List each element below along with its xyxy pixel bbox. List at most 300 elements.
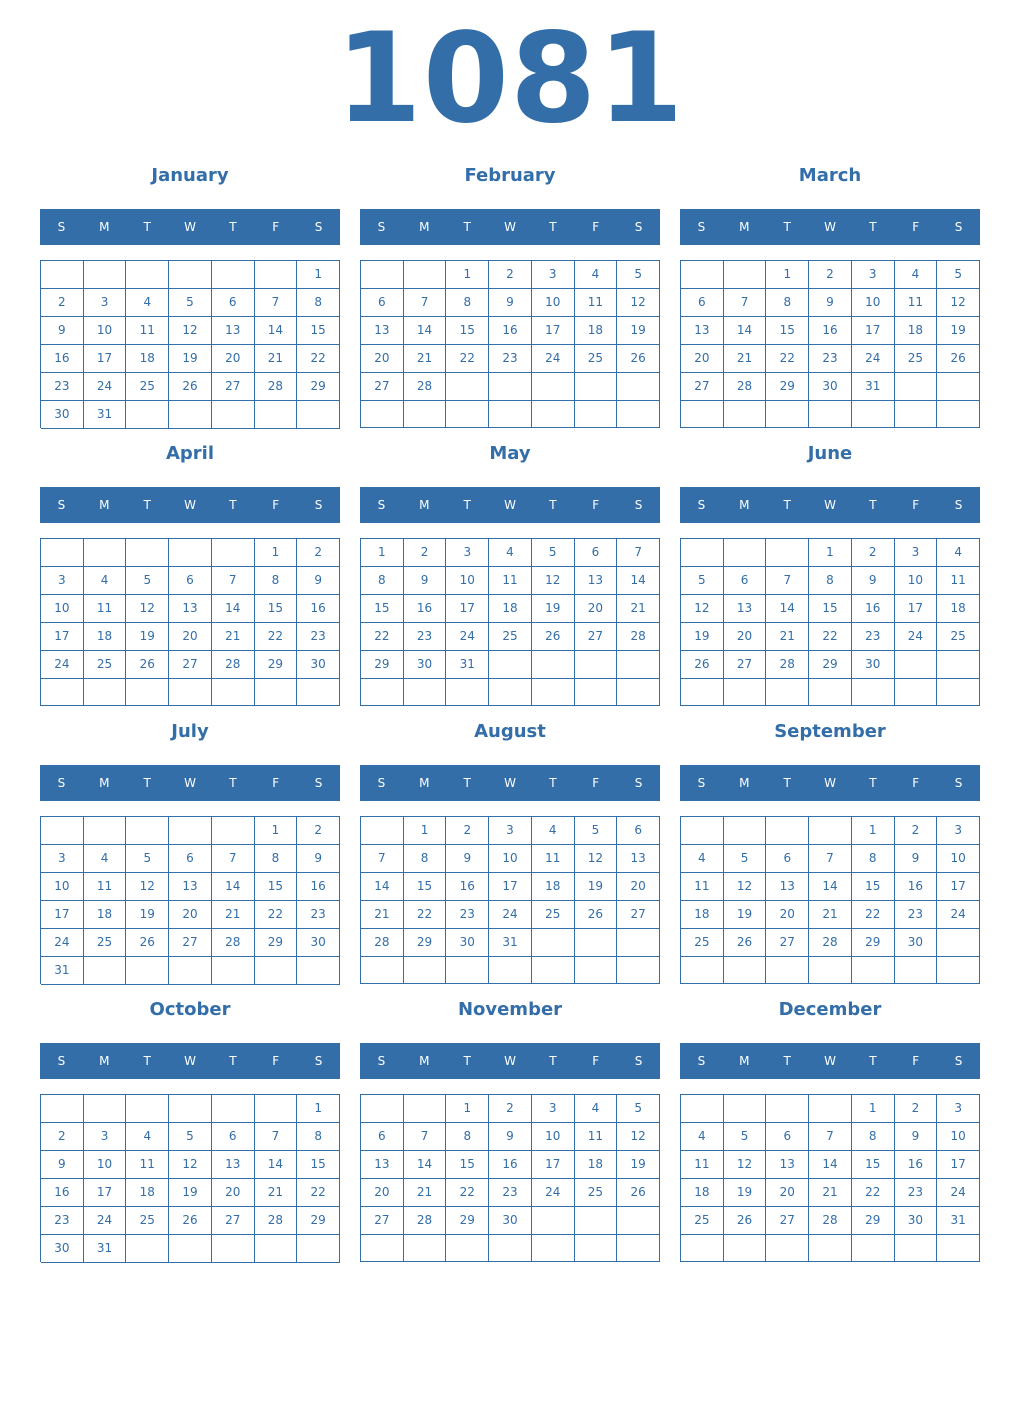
day-cell: 16 [852,595,895,623]
day-cell: 2 [489,261,532,289]
empty-day-cell [724,261,767,289]
day-cell: 25 [937,623,980,651]
empty-day-cell [404,261,447,289]
day-cell: 22 [255,901,298,929]
day-cell: 12 [617,289,660,317]
day-cell: 23 [489,1179,532,1207]
month-november [360,998,660,1268]
day-cell: 18 [681,901,724,929]
weekday-label: T [229,1054,237,1068]
month-name: March [798,165,862,186]
weekday-label: F [272,1054,280,1068]
day-cell: 10 [446,567,489,595]
empty-day-cell [809,1235,852,1262]
empty-day-cell [361,401,404,428]
day-cell: 15 [404,873,447,901]
day-cell: 13 [361,1151,404,1179]
empty-day-cell [617,929,660,957]
empty-day-cell [489,373,532,401]
day-cell: 12 [617,1123,660,1151]
day-cell: 20 [766,1179,809,1207]
day-cell: 10 [84,1151,127,1179]
day-cell: 30 [895,929,938,957]
empty-day-cell [532,1235,575,1262]
day-grid [40,1094,340,1262]
empty-day-cell [255,957,298,985]
weekday-label: S [57,220,66,234]
day-cell: 9 [809,289,852,317]
day-cell: 13 [766,1151,809,1179]
day-cell: 24 [852,345,895,373]
day-cell: 26 [126,651,169,679]
day-cell: 9 [41,317,84,345]
weekday-label: S [377,220,386,234]
day-cell: 1 [297,261,340,289]
day-cell: 7 [766,567,809,595]
day-cell: 14 [361,873,404,901]
day-cell: 11 [575,289,618,317]
day-cell: 24 [937,901,980,929]
day-cell: 17 [937,873,980,901]
day-cell: 14 [255,317,298,345]
day-cell: 21 [255,1179,298,1207]
day-cell: 19 [617,317,660,345]
day-cell: 31 [937,1207,980,1235]
day-cell: 20 [575,595,618,623]
day-cell: 30 [297,651,340,679]
day-cell: 26 [617,1179,660,1207]
month-march [680,164,980,434]
day-cell: 11 [84,873,127,901]
day-cell: 17 [41,901,84,929]
empty-day-cell [895,1235,938,1262]
day-cell: 22 [404,901,447,929]
weekday-label: F [272,498,280,512]
day-cell: 18 [126,1179,169,1207]
weekday-label: T [869,220,877,234]
day-cell: 2 [41,1123,84,1151]
day-cell: 6 [766,845,809,873]
empty-day-cell [361,261,404,289]
day-cell: 5 [724,1123,767,1151]
day-cell: 30 [41,401,84,429]
empty-day-cell [575,679,618,706]
empty-day-cell [724,957,767,984]
day-cell: 28 [404,1207,447,1235]
day-cell: 19 [169,345,212,373]
day-cell: 21 [404,345,447,373]
day-cell: 21 [212,623,255,651]
empty-day-cell [297,401,340,429]
day-cell: 14 [212,873,255,901]
day-cell: 4 [895,261,938,289]
day-cell: 14 [404,317,447,345]
day-cell: 5 [169,289,212,317]
weekday-label: F [592,1054,600,1068]
weekday-label: F [272,220,280,234]
day-cell: 27 [361,1207,404,1235]
day-cell: 16 [895,873,938,901]
weekday-header [360,209,660,245]
day-cell: 25 [681,1207,724,1235]
day-cell: 12 [724,1151,767,1179]
day-cell: 28 [255,373,298,401]
day-cell: 30 [41,1235,84,1263]
weekday-label: S [954,498,963,512]
weekday-label: F [592,776,600,790]
weekday-label: S [634,776,643,790]
day-cell: 16 [41,345,84,373]
month-june [680,442,980,712]
day-cell: 9 [895,845,938,873]
empty-day-cell [809,679,852,706]
day-cell: 1 [809,539,852,567]
empty-day-cell [617,401,660,428]
day-cell: 19 [126,901,169,929]
day-cell: 20 [169,901,212,929]
empty-day-cell [724,401,767,428]
weekday-label: M [419,498,430,512]
month-october [40,998,340,1268]
day-cell: 18 [489,595,532,623]
empty-day-cell [937,373,980,401]
day-cell: 3 [532,261,575,289]
empty-day-cell [937,1235,980,1262]
day-cell: 14 [617,567,660,595]
day-cell: 16 [41,1179,84,1207]
day-cell: 25 [489,623,532,651]
empty-day-cell [895,651,938,679]
empty-day-cell [724,1095,767,1123]
weekday-header [40,765,340,801]
day-cell: 13 [212,1151,255,1179]
day-cell: 21 [361,901,404,929]
day-cell: 27 [681,373,724,401]
day-cell: 3 [446,539,489,567]
month-name: January [151,165,229,186]
month-name: December [778,999,882,1020]
day-cell: 29 [852,1207,895,1235]
day-cell: 18 [681,1179,724,1207]
empty-day-cell [575,651,618,679]
empty-day-cell [724,539,767,567]
day-cell: 27 [169,651,212,679]
day-cell: 1 [404,817,447,845]
weekday-label: M [419,1054,430,1068]
weekday-label: S [314,776,323,790]
empty-day-cell [255,261,298,289]
empty-day-cell [532,679,575,706]
day-cell: 27 [361,373,404,401]
weekday-label: S [314,498,323,512]
day-cell: 29 [404,929,447,957]
empty-day-cell [169,1095,212,1123]
weekday-label: T [783,220,791,234]
day-cell: 18 [937,595,980,623]
day-cell: 8 [852,845,895,873]
weekday-label: W [504,498,516,512]
day-cell: 19 [724,1179,767,1207]
day-cell: 8 [446,289,489,317]
weekday-label: S [314,1054,323,1068]
day-cell: 2 [297,539,340,567]
empty-day-cell [446,373,489,401]
weekday-label: S [377,1054,386,1068]
empty-day-cell [126,679,169,706]
day-cell: 25 [532,901,575,929]
empty-day-cell [681,261,724,289]
day-cell: 11 [532,845,575,873]
day-cell: 15 [446,1151,489,1179]
day-cell: 31 [84,1235,127,1263]
day-cell: 6 [361,1123,404,1151]
day-cell: 24 [532,1179,575,1207]
day-cell: 27 [724,651,767,679]
day-cell: 30 [297,929,340,957]
day-cell: 4 [489,539,532,567]
day-cell: 14 [255,1151,298,1179]
empty-day-cell [255,1095,298,1123]
day-cell: 3 [489,817,532,845]
day-grid [680,260,980,428]
weekday-header [360,487,660,523]
day-cell: 23 [446,901,489,929]
day-cell: 15 [297,317,340,345]
empty-day-cell [169,957,212,985]
day-cell: 2 [489,1095,532,1123]
empty-day-cell [169,261,212,289]
month-name: July [171,721,209,742]
day-cell: 5 [681,567,724,595]
day-cell: 12 [724,873,767,901]
empty-day-cell [532,401,575,428]
day-cell: 4 [575,261,618,289]
day-cell: 10 [489,845,532,873]
empty-day-cell [575,401,618,428]
weekday-label: W [504,1054,516,1068]
month-december [680,998,980,1268]
day-cell: 4 [532,817,575,845]
day-cell: 26 [169,1207,212,1235]
day-cell: 12 [937,289,980,317]
day-cell: 26 [169,373,212,401]
weekday-label: T [549,220,557,234]
day-cell: 17 [84,1179,127,1207]
month-april [40,442,340,712]
day-cell: 30 [809,373,852,401]
weekday-label: S [57,1054,66,1068]
weekday-label: W [184,498,196,512]
weekday-label: F [912,498,920,512]
day-cell: 28 [255,1207,298,1235]
weekday-label: S [634,220,643,234]
day-cell: 7 [212,845,255,873]
day-cell: 28 [361,929,404,957]
empty-day-cell [84,539,127,567]
day-cell: 23 [404,623,447,651]
day-cell: 11 [937,567,980,595]
day-cell: 28 [212,929,255,957]
empty-day-cell [446,679,489,706]
day-cell: 18 [575,317,618,345]
empty-day-cell [84,1095,127,1123]
month-name: February [464,165,556,186]
day-cell: 1 [852,817,895,845]
day-cell: 6 [169,845,212,873]
weekday-label: M [739,1054,750,1068]
empty-day-cell [41,261,84,289]
day-cell: 13 [361,317,404,345]
weekday-label: W [824,1054,836,1068]
day-cell: 10 [852,289,895,317]
day-cell: 22 [297,345,340,373]
day-cell: 5 [532,539,575,567]
empty-day-cell [41,539,84,567]
day-cell: 30 [895,1207,938,1235]
empty-day-cell [937,957,980,984]
day-cell: 8 [446,1123,489,1151]
day-cell: 21 [404,1179,447,1207]
weekday-label: S [697,1054,706,1068]
day-cell: 1 [255,539,298,567]
empty-day-cell [617,1207,660,1235]
day-cell: 3 [895,539,938,567]
weekday-header [360,765,660,801]
empty-day-cell [617,373,660,401]
day-cell: 29 [297,373,340,401]
empty-day-cell [724,817,767,845]
weekday-label: W [184,776,196,790]
day-cell: 29 [852,929,895,957]
day-cell: 25 [84,929,127,957]
day-cell: 19 [724,901,767,929]
empty-day-cell [126,1235,169,1263]
day-cell: 16 [489,1151,532,1179]
day-cell: 22 [255,623,298,651]
day-cell: 17 [937,1151,980,1179]
day-cell: 23 [297,623,340,651]
day-cell: 28 [809,1207,852,1235]
weekday-label: T [549,776,557,790]
weekday-header [40,1043,340,1079]
day-grid [40,816,340,984]
day-cell: 9 [404,567,447,595]
empty-day-cell [41,1095,84,1123]
day-cell: 25 [575,345,618,373]
weekday-label: F [272,776,280,790]
day-cell: 1 [446,1095,489,1123]
day-cell: 25 [84,651,127,679]
day-cell: 13 [169,873,212,901]
day-cell: 29 [255,929,298,957]
empty-day-cell [766,817,809,845]
weekday-label: T [229,220,237,234]
day-cell: 28 [404,373,447,401]
day-cell: 3 [532,1095,575,1123]
day-cell: 28 [724,373,767,401]
day-cell: 29 [809,651,852,679]
day-cell: 3 [84,289,127,317]
empty-day-cell [681,817,724,845]
day-cell: 8 [809,567,852,595]
weekday-header [680,209,980,245]
weekday-label: W [504,220,516,234]
day-cell: 9 [852,567,895,595]
day-cell: 27 [212,373,255,401]
day-cell: 21 [724,345,767,373]
day-cell: 30 [852,651,895,679]
empty-day-cell [212,957,255,985]
day-cell: 23 [895,1179,938,1207]
day-cell: 2 [404,539,447,567]
empty-day-cell [532,929,575,957]
weekday-label: S [634,498,643,512]
day-cell: 2 [41,289,84,317]
empty-day-cell [575,1207,618,1235]
empty-day-cell [126,401,169,429]
day-cell: 27 [766,1207,809,1235]
empty-day-cell [532,651,575,679]
empty-day-cell [937,679,980,706]
day-cell: 15 [852,1151,895,1179]
day-cell: 5 [126,845,169,873]
empty-day-cell [212,1095,255,1123]
day-cell: 31 [446,651,489,679]
day-cell: 3 [852,261,895,289]
day-cell: 12 [169,1151,212,1179]
weekday-header [680,765,980,801]
empty-day-cell [681,1095,724,1123]
day-cell: 2 [446,817,489,845]
empty-day-cell [895,957,938,984]
empty-day-cell [617,651,660,679]
day-cell: 16 [809,317,852,345]
day-cell: 2 [809,261,852,289]
day-cell: 7 [724,289,767,317]
weekday-label: S [57,776,66,790]
day-cell: 6 [361,289,404,317]
weekday-header [680,487,980,523]
day-cell: 22 [852,901,895,929]
weekday-label: S [57,498,66,512]
day-cell: 30 [489,1207,532,1235]
day-cell: 21 [809,1179,852,1207]
empty-day-cell [84,261,127,289]
weekday-label: T [143,220,151,234]
weekday-label: T [869,498,877,512]
day-cell: 18 [84,901,127,929]
month-name: June [807,443,853,464]
weekday-label: T [143,1054,151,1068]
empty-day-cell [937,401,980,428]
weekday-label: M [99,220,110,234]
day-cell: 24 [84,1207,127,1235]
weekday-label: S [697,776,706,790]
empty-day-cell [84,817,127,845]
empty-day-cell [169,401,212,429]
day-cell: 6 [766,1123,809,1151]
day-cell: 22 [809,623,852,651]
day-cell: 9 [895,1123,938,1151]
day-cell: 15 [361,595,404,623]
day-cell: 5 [937,261,980,289]
day-cell: 20 [681,345,724,373]
day-cell: 24 [489,901,532,929]
weekday-label: S [954,776,963,790]
weekday-label: T [463,220,471,234]
empty-day-cell [681,679,724,706]
weekday-label: S [377,498,386,512]
